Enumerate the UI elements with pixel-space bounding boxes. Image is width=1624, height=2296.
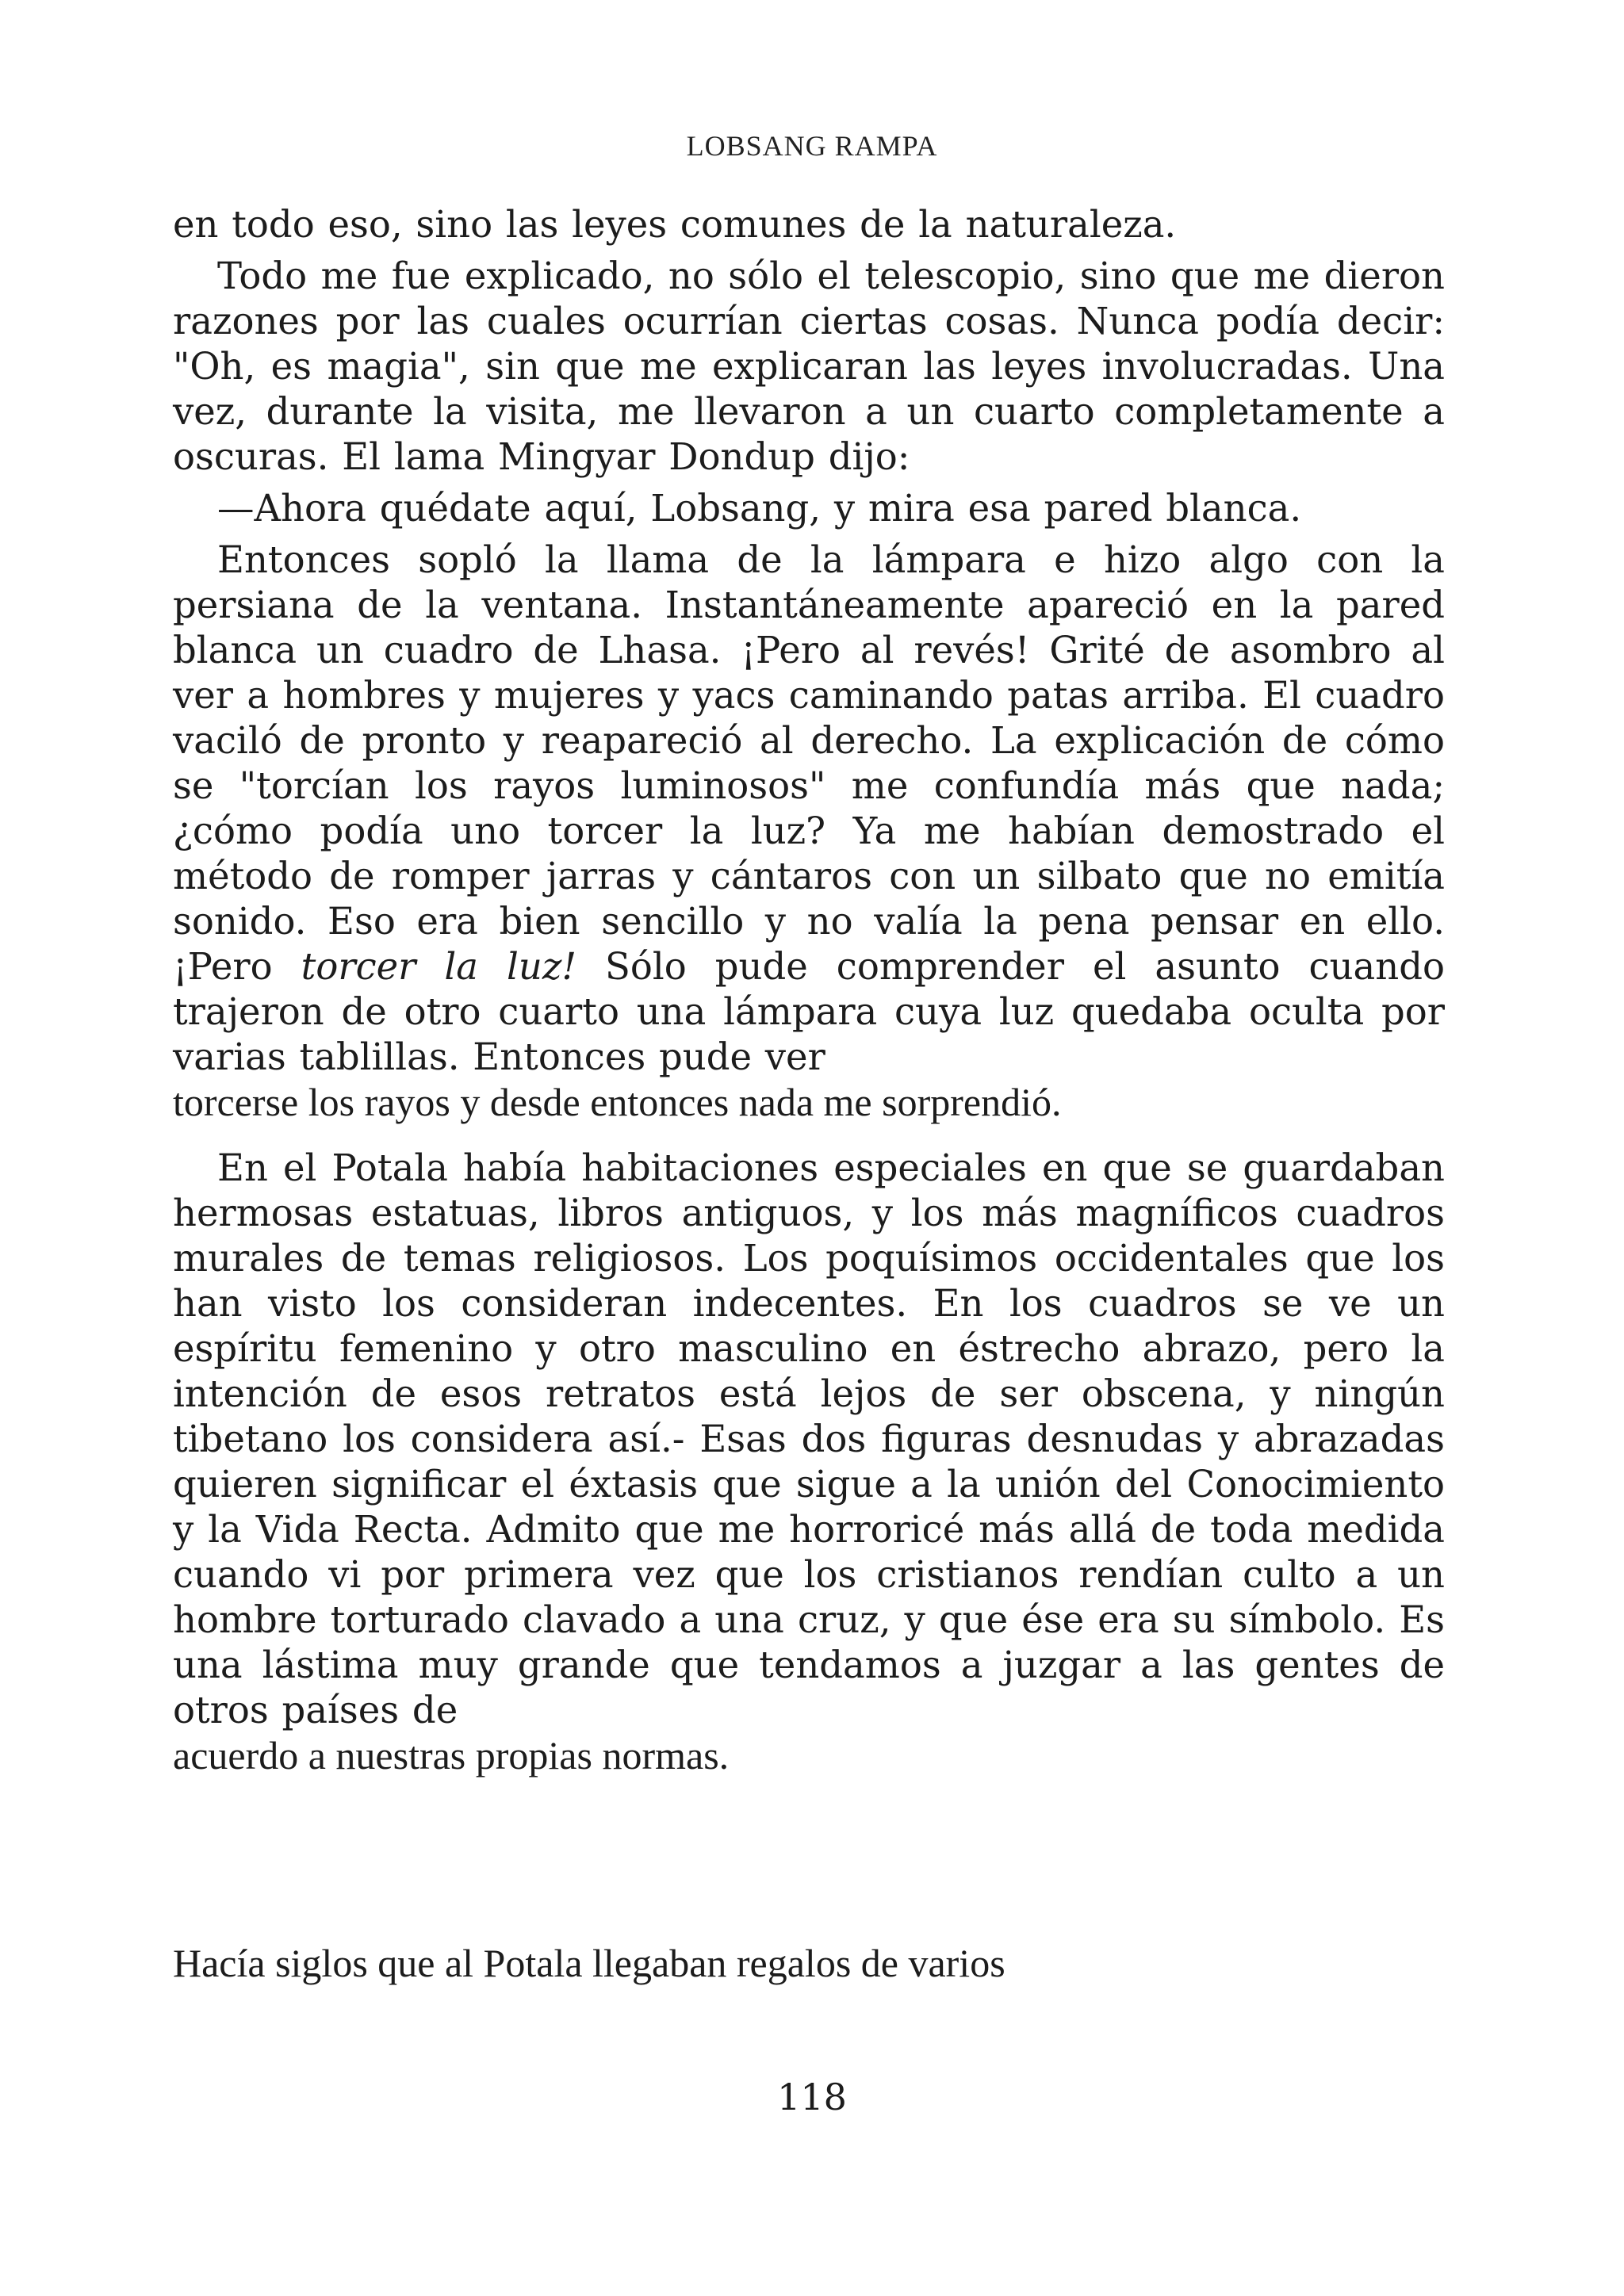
emphasis-text: torcer la luz!: [301, 945, 577, 988]
paragraph-bending-light-part-a: Entonces sopló la llama de la lámpara e hizo algo con la persiana de la ventana. Instantáneamente apareció en la pared blanca un cuadro de Lhasa. ¡Pero al revés! Grité de asombro al ver a hombres y mujeres y yacs caminando patas arriba. El cuadro vaciló de pronto y reapareció al derecho. La explicación de cómo se "torcían los rayos luminosos" me confundía más que nada;¿cómo podía uno torcer la luz? Ya me habían demostrado el método de romper jarras y cántaros con un silbato que no emitía sonido. Eso era bien sencillo y no valía la pena pensar en ello. ¡Pero: [173, 538, 1445, 988]
page-number: 118: [777, 2076, 847, 2118]
paragraph-telescope: Todo me fue explicado, no sólo el telescopio, sino que me dieron razones por las cuales ocurrían ciertas cosas. Nunca podía decir: "Oh, es magia", sin que me explicaran las leyes involucradas. Una vez, durante la visita, me llevaron a un cuarto completamente a oscuras. El lama Mingyar Dondup dijo:: [173, 254, 1445, 478]
paragraph-dialogue: —Ahora quédate aquí, Lobsang, y mira esa pared blanca.: [217, 487, 1302, 530]
paragraph-bending-light-last-line: torcerse los rayos y desde entonces nada me sorprendió.: [173, 1080, 1062, 1124]
paragraph-potala-rooms-last-line: acuerdo a nuestras propias normas.: [173, 1733, 730, 1777]
running-header: LOBSANG RAMPA: [686, 130, 938, 162]
paragraph-bending-light-part-b: Sólo pude comprender el asunto cuando trajeron de otro cuarto una lámpara cuya luz quedaba oculta por varias tablillas. Entonces pude ver: [173, 945, 1445, 1078]
body-text: [173, 202, 1445, 1778]
paragraph-continuation: en todo eso, sino las leyes comunes de la naturaleza.: [173, 203, 1177, 246]
paragraph-gifts: Hacía siglos que al Potala llegaban regalos de varios: [173, 1941, 1005, 1985]
paragraph-bending-light: [173, 538, 1445, 1080]
paragraph-potala-rooms: En el Potala había habitaciones especiales en que se guardaban hermosas estatuas, libros antiguos, y los más magníficos cuadros murales de temas religiosos. Los poquísimos occidentales que los han visto los consideran indecentes. En los cuadros se ve un espíritu femenino y otro masculino en éstrecho abrazo, pero la intención de esos retratos está lejos de ser obscena, y ningún tibetano los considera así.- Esas dos figuras desnudas y abrazadas quieren significar el éxtasis que sigue a la unión del Conocimiento y la Vida Recta. Admito que me horroricé más allá de toda medida cuando vi por primera vez que los cristianos rendían culto a un hombre torturado clavado a una cruz, y que ése era su símbolo. Es una lástima muy grande que tendamos a juzgar a las gentes de otros países de: [173, 1146, 1445, 1732]
